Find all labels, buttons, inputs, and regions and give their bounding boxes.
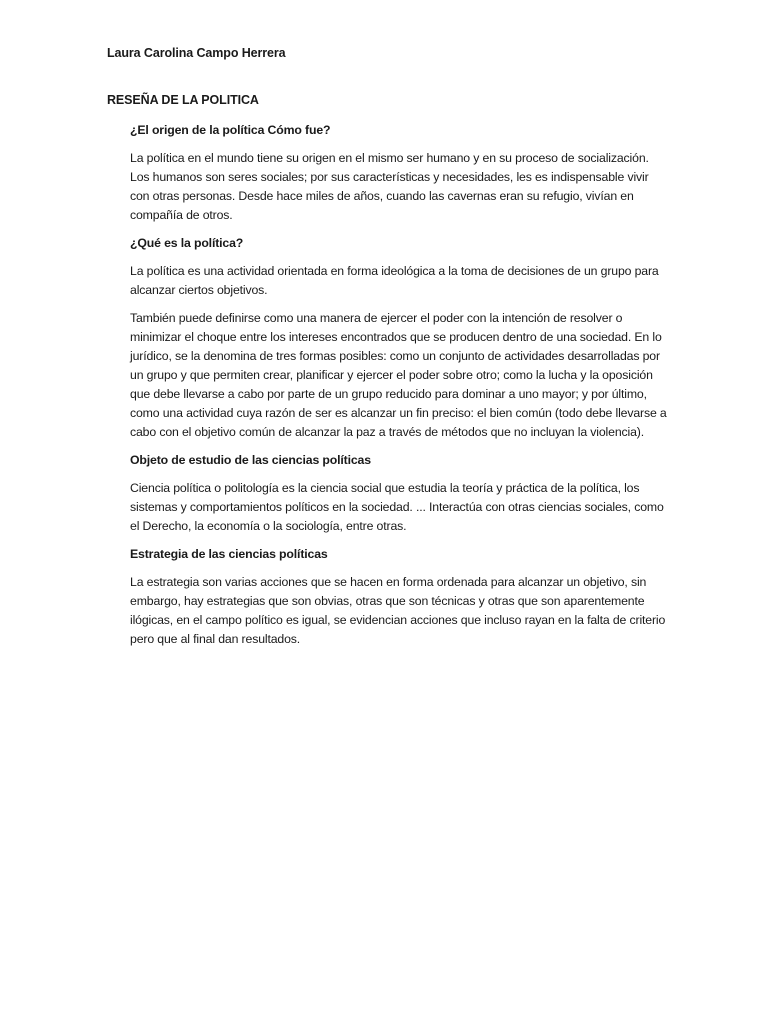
- document-body: [130, 121, 670, 658]
- section-heading-object-of-study: Objeto de estudio de las ciencias políticas: [130, 453, 371, 467]
- section-heading-strategy: Estrategia de las ciencias políticas: [130, 547, 328, 561]
- paragraph-origin: La política en el mundo tiene su origen en el mismo ser humano y en su proceso de socialización. Los humanos son seres sociales; por sus características y necesidades, les es indispensable vivir con otras personas. Desde hace miles de años, cuando las cavernas eran su refugio, vivían en compañía de otros.: [130, 151, 649, 222]
- paragraph-object-of-study: Ciencia política o politología es la ciencia social que estudia la teoría y práctica de la política, los sistemas y comportamientos políticos en la sociedad. ... Interactúa con otras ciencias sociales, como el Derecho, la economía o la sociología, entre otras.: [130, 481, 664, 533]
- section-heading-definition: ¿Qué es la política?: [130, 236, 244, 250]
- document-title: RESEÑA DE LA POLITICA: [107, 93, 259, 107]
- paragraph-strategy: La estrategia son varias acciones que se hacen en forma ordenada para alcanzar un objetivo, sin embargo, hay estrategias que son obvias, otras que son técnicas y otras que son aparentemente ilógicas, en el campo político es igual, se evidencian acciones que incluso rayan en la falta de criterio pero que al final dan resultados.: [130, 575, 666, 646]
- paragraph-definition: La política es una actividad orientada en forma ideológica a la toma de decisiones de un grupo para alcanzar ciertos objetivos.: [130, 264, 659, 297]
- author-name: Laura Carolina Campo Herrera: [107, 46, 286, 60]
- section-heading-origin: ¿El origen de la política Cómo fue?: [130, 123, 331, 137]
- paragraph-definition-extended: También puede definirse como una manera de ejercer el poder con la intención de resolver o minimizar el choque entre los intereses encontrados que se producen dentro de una sociedad. En lo jurídico, se la denomina de tres formas posibles: como un conjunto de actividades desarrolladas por un grupo y que permiten crear, planificar y ejercer el poder sobre otro; como la lucha y la oposición que debe llevarse a cabo por parte de un grupo reducido para dominar a uno mayor; y por último, como una actividad cuya razón de ser es alcanzar un fin preciso: el bien común (todo debe llevarse a cabo con el objetivo común de alcanzar la paz a través de métodos que no incluyan la violencia).: [130, 311, 667, 439]
